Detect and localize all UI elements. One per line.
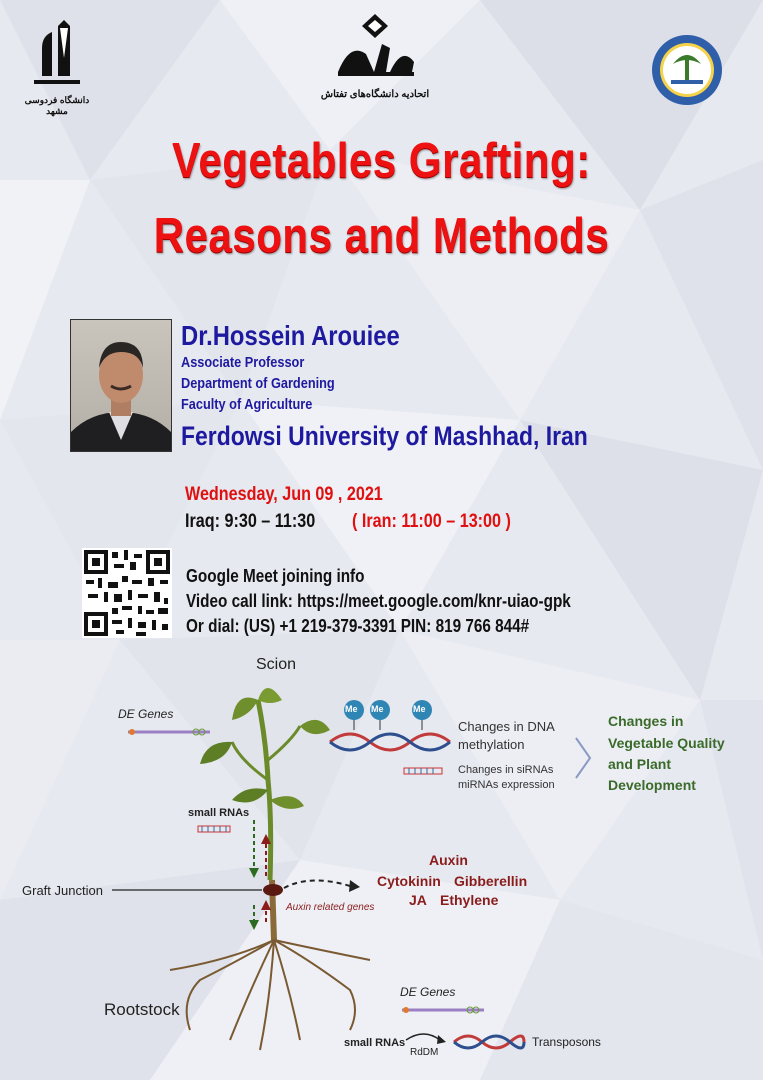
outcome-line4: Development bbox=[608, 777, 696, 793]
scion-label: Scion bbox=[256, 656, 297, 673]
title-line-2: Reasons and Methods bbox=[153, 209, 610, 263]
meet-link[interactable]: Video call link: https://meet.google.com/knr-uiao-gpk bbox=[186, 591, 571, 611]
outcome-line3: and Plant bbox=[608, 756, 672, 772]
basrah-logo bbox=[651, 34, 723, 106]
hormone-cytokinin: Cytokinin bbox=[377, 873, 441, 889]
de-genes-bottom-label: DE Genes bbox=[400, 985, 456, 999]
speaker-name: Dr.Hossein Arouiee bbox=[181, 320, 400, 351]
title-line-1: Vegetables Grafting: bbox=[172, 134, 591, 188]
hormone-ethylene: Ethylene bbox=[440, 892, 499, 908]
graft-junction-label: Graft Junction bbox=[22, 883, 103, 898]
university-seal-icon bbox=[651, 34, 723, 106]
iran-time: ( Iran: 11:00 – 13:00 ) bbox=[352, 511, 511, 532]
iraq-time: Iraq: 9:30 – 11:30 bbox=[185, 511, 316, 532]
left-logo-text: دانشگاه فردوسی مشهد bbox=[24, 95, 90, 116]
sirna-line2: miRNAs expression bbox=[458, 779, 555, 791]
small-rnas-top-label: small RNAs bbox=[188, 807, 250, 819]
calligraphy-logo-icon bbox=[330, 12, 420, 84]
center-logo-text: اتحادیه دانشگاه‌های تفتاش bbox=[320, 89, 430, 100]
hormone-gibberellin: Gibberellin bbox=[454, 873, 528, 889]
dna-methylation-line1: Changes in DNA bbox=[458, 719, 555, 734]
auxin-related-genes-label: Auxin related genes bbox=[286, 902, 375, 913]
de-genes-top-label: DE Genes bbox=[118, 707, 174, 721]
transposons-label: Transposons bbox=[532, 1035, 601, 1049]
meet-dial: Or dial: (US) +1 219-379-3391 PIN: 819 766 844# bbox=[186, 616, 530, 636]
speaker-department: Department of Gardening bbox=[181, 375, 335, 392]
speaker-university: Ferdowsi University of Mashhad, Iran bbox=[181, 421, 588, 451]
outcome-line2: Vegetable Quality bbox=[608, 735, 725, 751]
me-label-2: Me bbox=[371, 704, 384, 714]
outcome-line1: Changes in bbox=[608, 713, 684, 729]
hormone-auxin: Auxin bbox=[429, 852, 468, 868]
sirna-line1: Changes in siRNAs bbox=[458, 764, 554, 776]
small-rnas-bottom-label: small RNAs bbox=[344, 1037, 406, 1049]
speaker-position: Associate Professor bbox=[181, 354, 305, 371]
taftash-logo bbox=[315, 12, 435, 107]
event-date: Wednesday, Jun 09 , 2021 bbox=[185, 484, 383, 505]
pen-logo-icon bbox=[22, 18, 92, 88]
me-label-1: Me bbox=[345, 704, 358, 714]
me-label-3: Me bbox=[413, 704, 426, 714]
rddm-label: RdDM bbox=[410, 1047, 439, 1058]
speaker-photo bbox=[70, 319, 172, 452]
ferdowsi-logo bbox=[22, 18, 92, 116]
rootstock-label: Rootstock bbox=[104, 1000, 180, 1019]
speaker-faculty: Faculty of Agriculture bbox=[181, 396, 313, 413]
meet-heading: Google Meet joining info bbox=[186, 566, 365, 586]
dna-methylation-line2: methylation bbox=[458, 737, 525, 752]
hormone-ja: JA bbox=[409, 892, 427, 908]
qr-code[interactable] bbox=[82, 548, 172, 638]
